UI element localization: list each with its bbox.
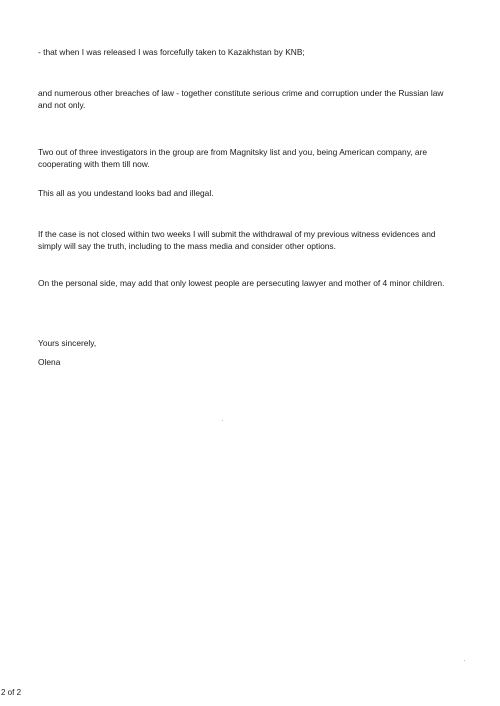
page-number: 2 of 2 — [1, 688, 22, 697]
paragraph-deadline: If the case is not closed within two weeks I will submit the withdrawal of my previous witness evidences and simply will say the truth, including to the mass media and consider other options. — [38, 229, 436, 251]
paragraph-personal: On the personal side, may add that only lowest people are persecuting lawyer and mother of 4 minor children. — [38, 278, 445, 288]
scan-speck — [222, 420, 223, 421]
paragraph-breaches: and numerous other breaches of law - together constitute serious crime and corruption under the Russian law and not only. — [38, 88, 444, 110]
scan-speck — [464, 660, 465, 661]
paragraph-illegal: This all as you undestand looks bad and illegal. — [38, 188, 214, 198]
paragraph-kazakhstan: - that when I was released I was forcefully taken to Kazakhstan by KNB; — [38, 47, 305, 57]
closing-line: Yours sincerely, — [38, 338, 97, 348]
signature-name: Olena — [38, 357, 61, 367]
paragraph-investigators: Two out of three investigators in the group are from Magnitsky list and you, being American company, are cooperating with them till now. — [38, 147, 428, 169]
